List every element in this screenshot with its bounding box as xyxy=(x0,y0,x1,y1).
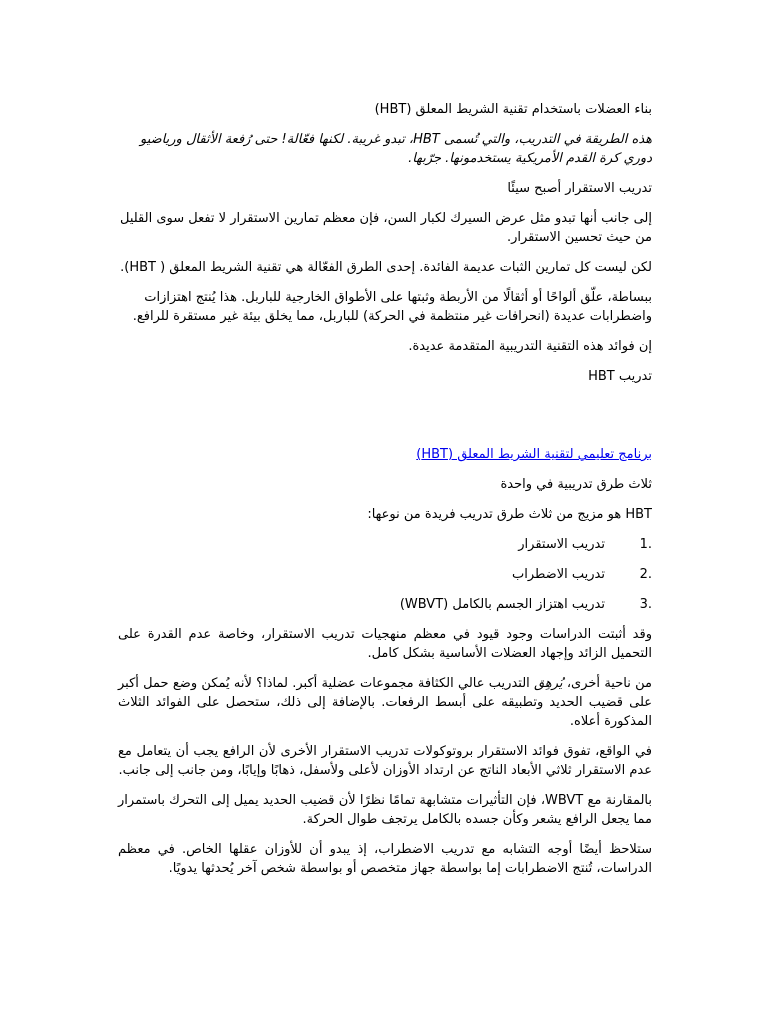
paragraph-6-prefix: من ناحية أخرى، xyxy=(562,676,652,691)
list-item xyxy=(118,595,652,614)
paragraph-8: بالمقارنة مع WBVT، فإن التأثيرات متشابهة تمامًا نظرًا لأن قضيب الحديد يميل إلى التحرك باستمرار مما يجعل الرافع يشعر وكأن جسده بالكامل يرتجف طوال الحركة. xyxy=(118,793,652,827)
list-item-text: تدريب الاستقرار xyxy=(518,537,605,552)
paragraph-3: ببساطة، علّق ألواحًا أو أثقالًا من الأربطة وثبتها على الأطواق الخارجية للباربل. هذا يُنتج اهتزازات واضطرابات عديدة (انحرافات غير منتظمة في الحركة) للباربل، مما يخلق بيئة غير مستقرة للرافع. xyxy=(132,290,652,324)
list-item xyxy=(118,565,652,584)
paragraph-6 xyxy=(118,674,652,731)
list-item-text: تدريب الاضطراب xyxy=(512,567,605,582)
document-body xyxy=(118,100,652,889)
document-title: بناء العضلات باستخدام تقنية الشريط المعلق (HBT) xyxy=(374,102,652,117)
paragraph-6-italic: يُرهِق xyxy=(534,676,563,691)
program-link[interactable]: برنامج تعليمي لتقنية الشريط المعلق (HBT) xyxy=(416,447,652,462)
list-item-number: 2. xyxy=(639,567,652,582)
section-heading-stability: تدريب الاستقرار أصبح سيئًا xyxy=(507,181,652,196)
section-heading-training: تدريب HBT xyxy=(588,369,652,384)
paragraph-9: ستلاحظ أيضًا أوجه التشابه مع تدريب الاضطراب، إذ يبدو أن للأوزان عقلها الخاص. في معظم الدراسات، تُنتج الاضطرابات إما بواسطة جهاز متخصص أو بواسطة شخص آخر يُحدثها يدويًا. xyxy=(118,842,652,876)
paragraph-2: لكن ليست كل تمارين الثبات عديمة الفائدة. إحدى الطرق الفعّالة هي تقنية الشريط المعلق ( HBT). xyxy=(120,260,652,275)
paragraph-4: إن فوائد هذه التقنية التدريبية المتقدمة عديدة. xyxy=(408,339,652,354)
program-link-line xyxy=(118,445,652,464)
paragraph-7: في الواقع، تفوق فوائد الاستقرار بروتوكولات تدريب الاستقرار الأخرى لأن الرافع يجب أن يتعامل مع عدم الاستقرار ثلاثي الأبعاد الناتج عن ارتداد الأوزان لأعلى ولأسفل، ذهابًا وإيابًا، ومن جانب إلى جانب. xyxy=(118,744,652,778)
paragraph-6-suffix: التدريب عالي الكثافة مجموعات عضلية أكبر. لماذا؟ لأنه يُمكن وضع حمل أكبر على قضيب الحديد وتطبيقه على أبسط الرفعات. بالإضافة إلى ذلك، ستحصل على الفوائد الثلاث المذكورة أعلاه. xyxy=(118,676,652,729)
paragraph-1: إلى جانب أنها تبدو مثل عرض السيرك لكبار السن، فإن معظم تمارين الاستقرار لا تفعل سوى القليل من حيث تحسين الاستقرار. xyxy=(119,211,652,245)
list-item xyxy=(118,535,652,554)
methods-list xyxy=(118,535,652,614)
list-item-number: 3. xyxy=(639,597,652,612)
list-item-text: تدريب اهتزاز الجسم بالكامل (WBVT) xyxy=(399,597,605,612)
blank-space xyxy=(118,397,652,445)
section-heading-three-methods: ثلاث طرق تدريبية في واحدة xyxy=(500,477,652,492)
paragraph-mix: HBT هو مزيج من ثلاث طرق تدريب فريدة من نوعها: xyxy=(367,507,652,522)
paragraph-5: وقد أثبتت الدراسات وجود قيود في معظم منهجيات تدريب الاستقرار، وخاصة عدم القدرة على التحميل الزائد وإجهاد العضلات الأساسية بشكل كامل. xyxy=(118,627,652,661)
intro-paragraph: هذه الطريقة في التدريب، والتي تُسمى HBT، تبدو غريبة. لكنها فعّالة! حتى رُفعة الأثقال ورياضيو دوري كرة القدم الأمريكية يستخدمونها. جرّبها. xyxy=(140,132,652,166)
list-item-number: 1. xyxy=(639,537,652,552)
